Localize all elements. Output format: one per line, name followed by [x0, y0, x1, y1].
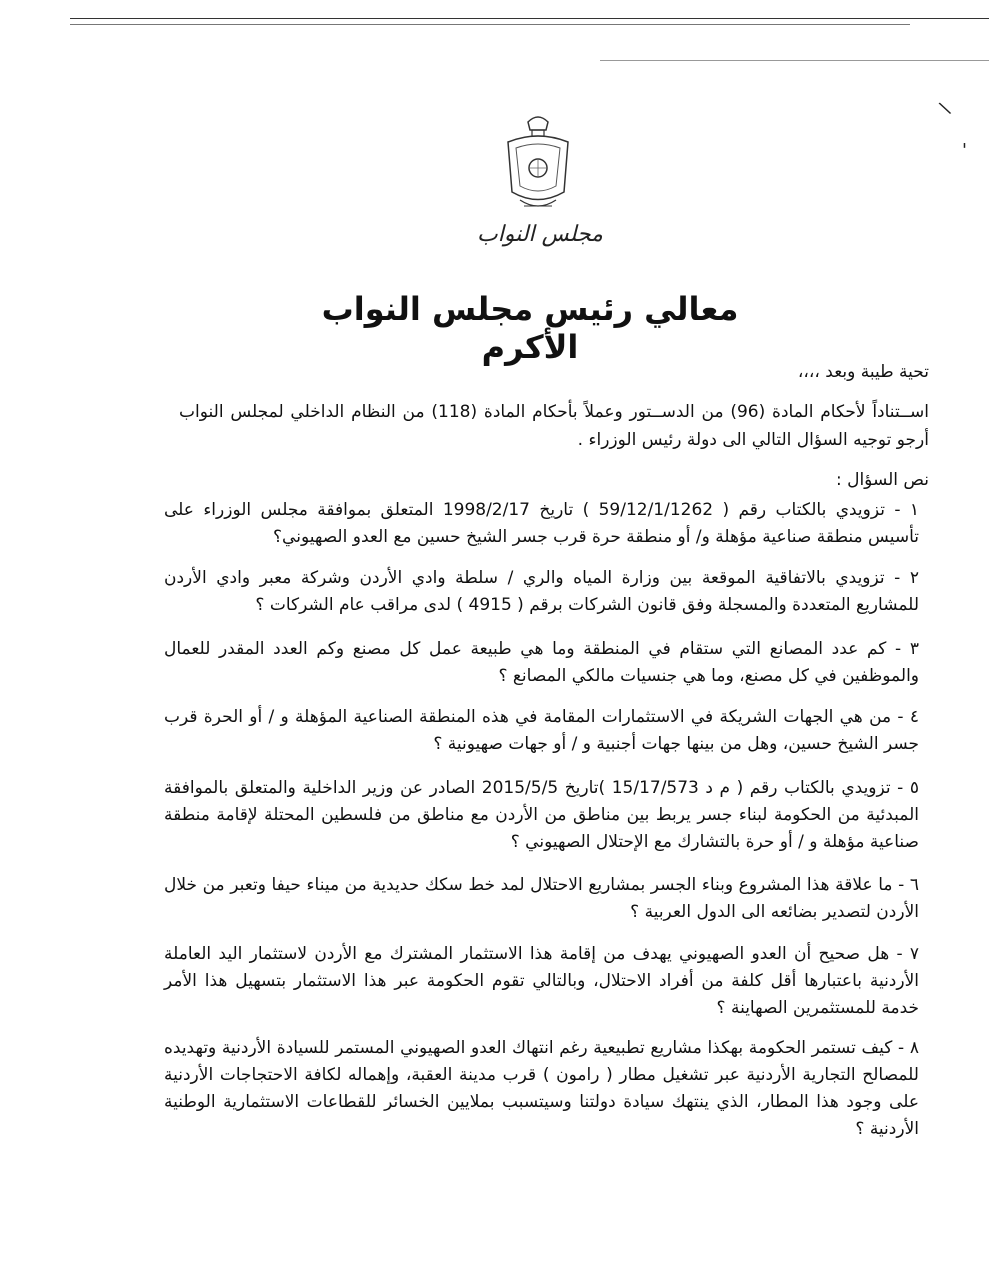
coat-of-arms-emblem	[498, 112, 578, 222]
question-4: ٤ - من هي الجهات الشريكة في الاستثمارات المقامة في هذه المنطقة الصناعية المؤهلة و / أو الحرة قرب جسر الشيخ حسين، وهل من بينها جهات أجنبية و / أو جهات صهيونية ؟	[164, 707, 919, 754]
letterhead-title: مجلس النواب	[477, 222, 603, 247]
question-5: ٥ - تزويدي بالكتاب رقم ( م د 15/17/573 )تاريخ 2015/5/5 الصادر عن وزير الداخلية والمتعلق بالموافقة المبدئية من الحكومة لبناء جسر يربط بين مناطق من الأردن مع مناطق من فلسطين المحتلة لإقامة منطقة صناعية مؤهلة و / أو حرة بالتشارك مع الإحتلال الصهيوني ؟	[164, 778, 919, 852]
scan-edge-line	[600, 60, 989, 61]
greeting: تحية طيبة وبعد ،،،،	[797, 362, 929, 382]
question-6: ٦ - ما علاقة هذا المشروع وبناء الجسر بمشاريع الاحتلال لمد خط سكك حديدية من ميناء حيفا وتعبر من خلال الأردن لتصدير بضائعه الى الدول العربية ؟	[164, 875, 919, 922]
page-title: معالي رئيس مجلس النواب الأكرم	[321, 290, 739, 366]
pen-mark: '	[962, 140, 967, 161]
scan-edge-line	[70, 18, 989, 19]
scan-edge-line	[70, 24, 910, 25]
question-8: ٨ - كيف تستمر الحكومة بهكذا مشاريع تطبيعية رغم انتهاك العدو الصهيوني المستمر للسيادة الأردنية وتهديده للمصالح التجارية الأردنية عبر تشغيل مطار ( رامون ) قرب مدينة العقبة، وإهماله لكافة الاحتجاجات الأردنية على وجود هذا المطار، الذي ينتهك سيادة دولتنا وسيتسبب بملايين الخسائر للقطاعات الاستثمارية الوطنية الأردنية ؟	[164, 1038, 919, 1139]
intro-paragraph: اســتناداً لأحكام المادة (96) من الدســتور وعملاً بأحكام المادة (118) من النظام الداخلي لمجلس النواب أرجو توجيه السؤال التالي الى دولة رئيس الوزراء .	[179, 402, 929, 450]
question-7: ٧ - هل صحيح أن العدو الصهيوني يهدف من إقامة هذا الاستثمار المشترك مع الأردن لاستثمار اليد العاملة الأردنية باعتبارها أقل كلفة من أفراد الاحتلال، وبالتالي تقوم الحكومة عبر هذا الاستثمار بتسهيل هذا الأمر خدمة للمستثمرين الصهاينة ؟	[164, 944, 919, 1018]
pen-mark: \	[937, 97, 953, 120]
question-2: ٢ - تزويدي بالاتفاقية الموقعة بين وزارة المياه والري / سلطة وادي الأردن وشركة معبر وادي الأردن للمشاريع المتعددة والمسجلة وفق قانون الشركات برقم ( 4915 ) لدى مراقب عام الشركات ؟	[164, 568, 919, 615]
question-label: نص السؤال :	[835, 470, 929, 490]
question-1: ١ - تزويدي بالكتاب رقم ( 59/12/1/1262 ) تاريخ 1998/2/17 المتعلق بموافقة مجلس الوزراء على تأسيس منطقة صناعية مؤهلة و/ أو منطقة حرة قرب جسر الشيخ حسين مع العدو الصهيوني؟	[164, 500, 920, 547]
question-3: ٣ - كم عدد المصانع التي ستقام في المنطقة وما هي طبيعة عمل كل مصنع وكم العدد المقدر للعمال والموظفين في كل مصنع، وما هي جنسيات مالكي المصانع ؟	[164, 639, 919, 686]
